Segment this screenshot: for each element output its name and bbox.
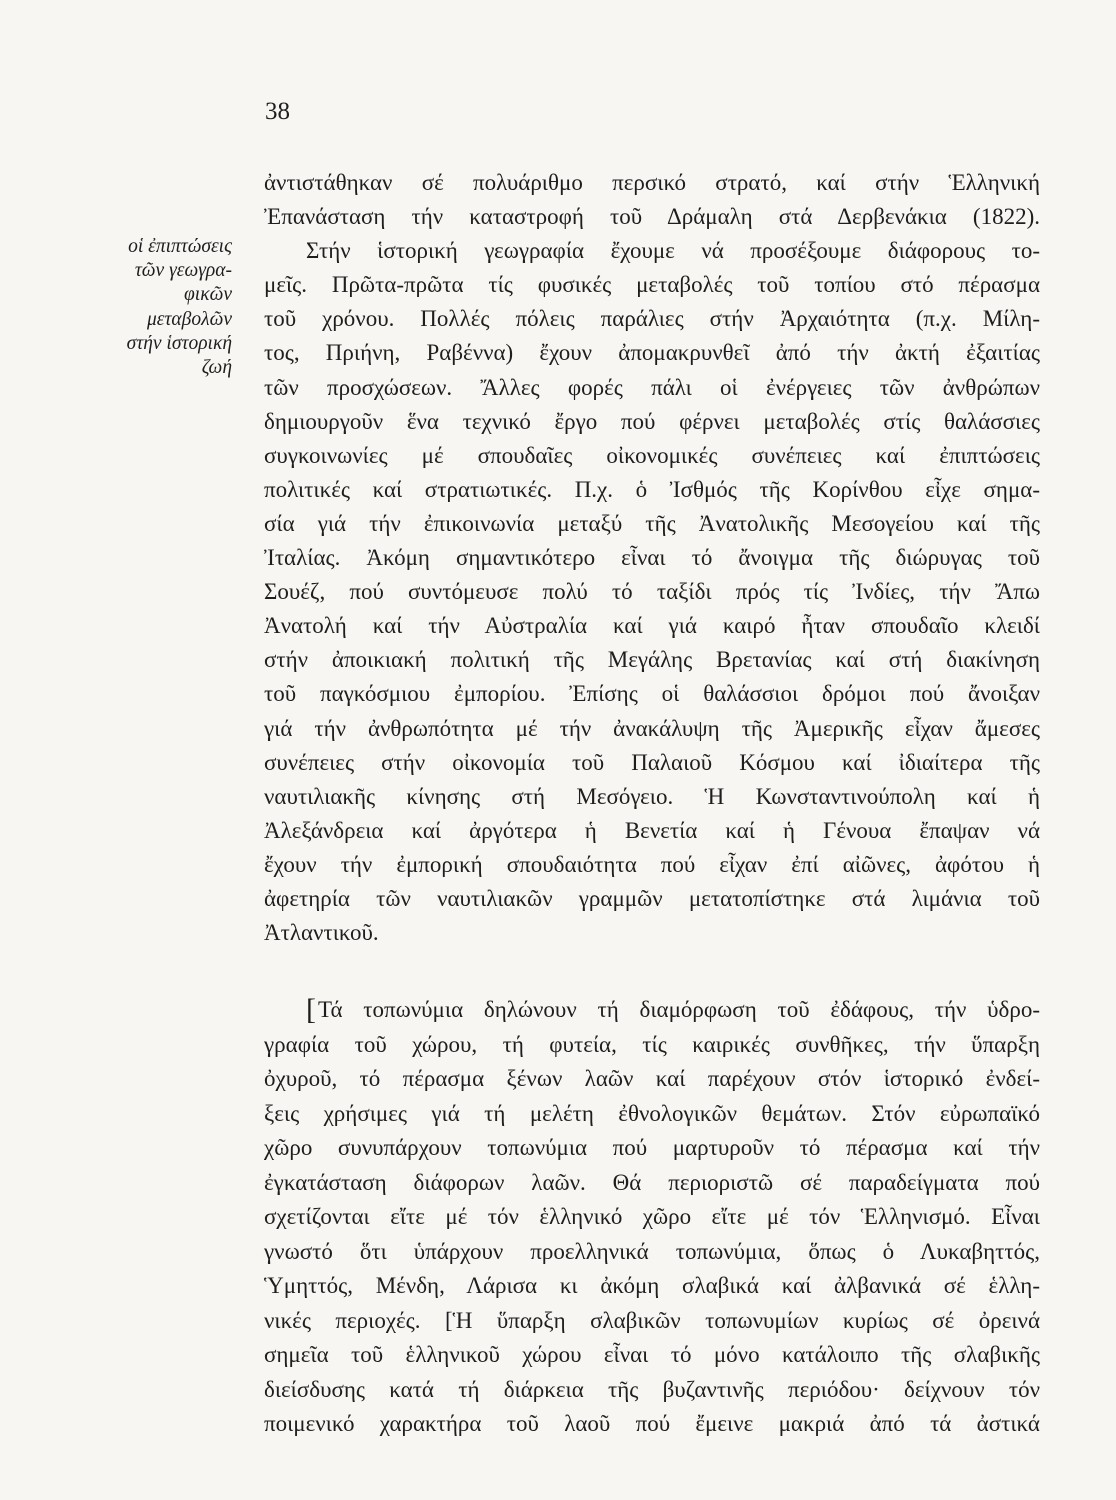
text-line: σχετίζονται εἴτε μέ τόν ἑλληνικό χῶρο εἴτε μέ τόν Ἑλληνισμό. Εἶναι [264, 1204, 1040, 1229]
text-line: διείσδυσης κατά τή διάρκεια τῆς βυζαντινῆς περιόδου· δείχνουν τόν [264, 1376, 1040, 1402]
text-line: ἀφετηρία τῶν ναυτιλιακῶν γραμμῶν μετατοπίστηκε στά λιμάνια τοῦ [264, 885, 1040, 911]
open-bracket: [ [306, 993, 316, 1026]
text-line: συνέπειες στήν οἰκονομία τοῦ Παλαιοῦ Κόσμου καί ἰδιαίτερα τῆς [264, 749, 1040, 775]
paragraph-toponyms [264, 993, 1040, 1442]
text-line: τῶν προσχώσεων. Ἄλλες φορές πάλι οἱ ἐνέργειες τῶν ἀνθρώπων [264, 374, 1040, 400]
text-line: ἔχουν τήν ἐμπορική σπουδαιότητα πού εἶχαν ἐπί αἰῶνες, ἀφότου ἡ [264, 851, 1040, 877]
margin-note-line: στήν ἱστορική [126, 332, 232, 354]
text-line: ἀντιστάθηκαν σέ πολυάριθμο περσικό στρατό, καί στήν Ἑλληνική [264, 170, 1040, 195]
text-line: γνωστό ὅτι ὑπάρχουν προελληνικά τοπωνύμια, ὅπως ὁ Λυκαβηττός, [264, 1238, 1040, 1264]
text-line: τοῦ χρόνου. Πολλές πόλεις παράλιες στήν Ἀρχαιότητα (π.χ. Μίλη- [264, 306, 1040, 332]
text-line: ναυτιλιακῆς κίνησης στή Μεσόγειο. Ἡ Κωνσταντινούπολη καί ἡ [264, 783, 1040, 809]
paragraph-geography [264, 166, 1040, 950]
text-line: ποιμενικό χαρακτήρα τοῦ λαοῦ πού ἔμεινε μακριά ἀπό τά ἀστικά [264, 1411, 1040, 1436]
text-line: Σουέζ, πού συντόμευσε πολύ τό ταξίδι πρός τίς Ἰνδίες, τήν Ἄπω [264, 579, 1040, 605]
text-line: δημιουργοῦν ἕνα τεχνικό ἔργο πού φέρνει μεταβολές στίς θαλάσσιες [264, 408, 1040, 434]
text-line: γραφία τοῦ χώρου, τή φυτεία, τίς καιρικές συνθῆκες, τήν ὕπαρξη [264, 1031, 1040, 1057]
margin-note-line: μεταβολῶν [146, 308, 232, 330]
text-line: νικές περιοχές. [Ἡ ὕπαρξη σλαβικῶν τοπωνυμίων κυρίως σέ ὀρεινά [264, 1307, 1040, 1333]
text-line-first [264, 993, 1040, 1028]
text-line: ὀχυροῦ, τό πέρασμα ξένων λαῶν καί παρέχουν στόν ἱστορικό ἐνδεί- [264, 1066, 1040, 1091]
text-line: Ἰταλίας. Ἀκόμη σημαντικότερο εἶναι τό ἄνοιγμα τῆς διώρυγας τοῦ [264, 545, 1040, 571]
margin-note-line: οἱ ἐπιπτώσεις [128, 236, 232, 257]
text-line: τος, Πριήνη, Ραβέννα) ἔχουν ἀπομακρυνθεῖ ἀπό τήν ἀκτή ἐξαιτίας [264, 340, 1040, 366]
text-line: στήν ἀποικιακή πολιτική τῆς Μεγάλης Βρετανίας καί στή διακίνηση [264, 647, 1040, 673]
text-line: Ὑμηττός, Μένδη, Λάρισα κι ἀκόμη σλαβικά καί ἀλβανικά σέ ἑλλη- [264, 1273, 1040, 1298]
text-line: συγκοινωνίες μέ σπουδαῖες οἰκονομικές συνέπειες καί ἐπιπτώσεις [264, 442, 1040, 468]
margin-note [2, 235, 232, 380]
text-line: σημεῖα τοῦ ἑλληνικοῦ χώρου εἶναι τό μόνο κατάλοιπο τῆς σλαβικῆς [264, 1342, 1040, 1367]
text-line: Ἀτλαντικοῦ. [264, 920, 379, 946]
text-line: μεῖς. Πρῶτα-πρῶτα τίς φυσικές μεταβολές τοῦ τοπίου στό πέρασμα [264, 272, 1040, 298]
text-line: χῶρο συνυπάρχουν τοπωνύμια πού μαρτυροῦν τό πέρασμα καί τήν [264, 1135, 1040, 1160]
text-line: Στήν ἱστορική γεωγραφία ἔχουμε νά προσέξουμε διάφορους το- [306, 238, 1040, 264]
text-line: ξεις χρήσιμες γιά τή μελέτη ἐθνολογικῶν θεμάτων. Στόν εὐρωπαϊκό [264, 1100, 1040, 1126]
text-line: τοῦ παγκόσμιου ἐμπορίου. Ἐπίσης οἱ θαλάσσιοι δρόμοι πού ἄνοιξαν [264, 681, 1040, 707]
page-number: 38 [265, 98, 290, 125]
text-line: πολιτικές καί στρατιωτικές. Π.χ. ὁ Ἰσθμός τῆς Κορίνθου εἶχε σημα- [264, 476, 1040, 502]
margin-note-line: φικῶν [184, 284, 232, 306]
text-line: Ἐπανάσταση τήν καταστροφή τοῦ Δράμαλη στά Δερβενάκια (1822). [264, 204, 1040, 230]
margin-note-line: τῶν γεωγρα- [134, 260, 232, 282]
margin-note-line: ζωή [201, 357, 232, 379]
text-line-content: Τά τοπωνύμια δηλώνουν τή διαμόρφωση τοῦ ἐδάφους, τήν ὑδρο- [318, 997, 1040, 1022]
text-line: Ἀλεξάνδρεια καί ἀργότερα ἡ Βενετία καί ἡ Γένουα ἔπαψαν νά [264, 817, 1040, 843]
text-line: γιά τήν ἀνθρωπότητα μέ τήν ἀνακάλυψη τῆς Ἀμερικῆς εἶχαν ἄμεσες [264, 715, 1040, 741]
text-line: Ἀνατολή καί τήν Αὐστραλία καί γιά καιρό ἦταν σπουδαῖο κλειδί [264, 613, 1040, 639]
text-line: σία γιά τήν ἐπικοινωνία μεταξύ τῆς Ἀνατολικῆς Μεσογείου καί τῆς [264, 510, 1040, 536]
text-line: ἐγκατάσταση διάφορων λαῶν. Θά περιοριστῶ σέ παραδείγματα πού [264, 1169, 1040, 1195]
